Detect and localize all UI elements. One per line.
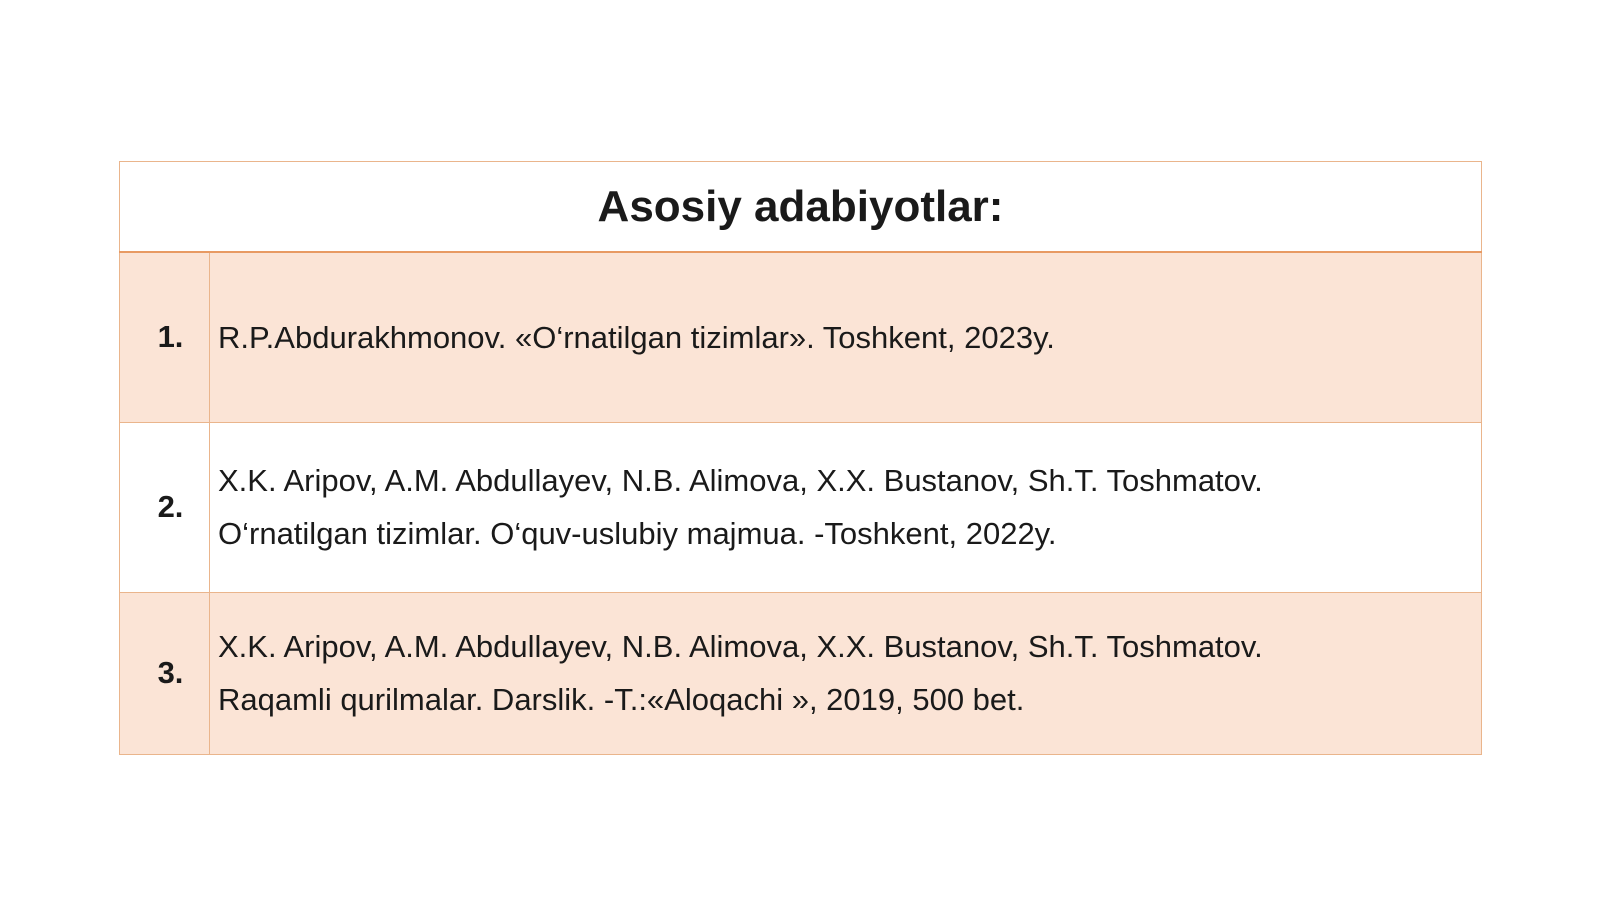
reference-text — [210, 252, 1482, 422]
reference-line: Raqamli qurilmalar. Darslik. -T.:«Aloqachi », 2019, 500 bet. — [218, 682, 1025, 717]
reference-text — [210, 592, 1482, 754]
table-row — [120, 422, 1482, 592]
reference-line: X.K. Aripov, A.M. Abdullayev, N.B. Alimova, X.X. Bustanov, Sh.T. Toshmatov. — [218, 463, 1263, 498]
reference-number: 2. — [120, 422, 210, 592]
table-row — [120, 592, 1482, 754]
reference-line: R.P.Abdurakhmonov. «O‘rnatilgan tizimlar». Toshkent, 2023y. — [218, 319, 1055, 355]
table-row — [120, 252, 1482, 422]
references-table — [119, 161, 1482, 755]
reference-number: 3. — [120, 592, 210, 754]
reference-number: 1. — [120, 252, 210, 422]
reference-line: X.K. Aripov, A.M. Abdullayev, N.B. Alimova, X.X. Bustanov, Sh.T. Toshmatov. — [218, 629, 1263, 664]
table-header-row — [120, 162, 1482, 253]
reference-text — [210, 422, 1482, 592]
reference-line: O‘rnatilgan tizimlar. O‘quv-uslubiy majmua. -Toshkent, 2022y. — [218, 516, 1057, 551]
table-title: Asosiy adabiyotlar: — [120, 162, 1482, 253]
